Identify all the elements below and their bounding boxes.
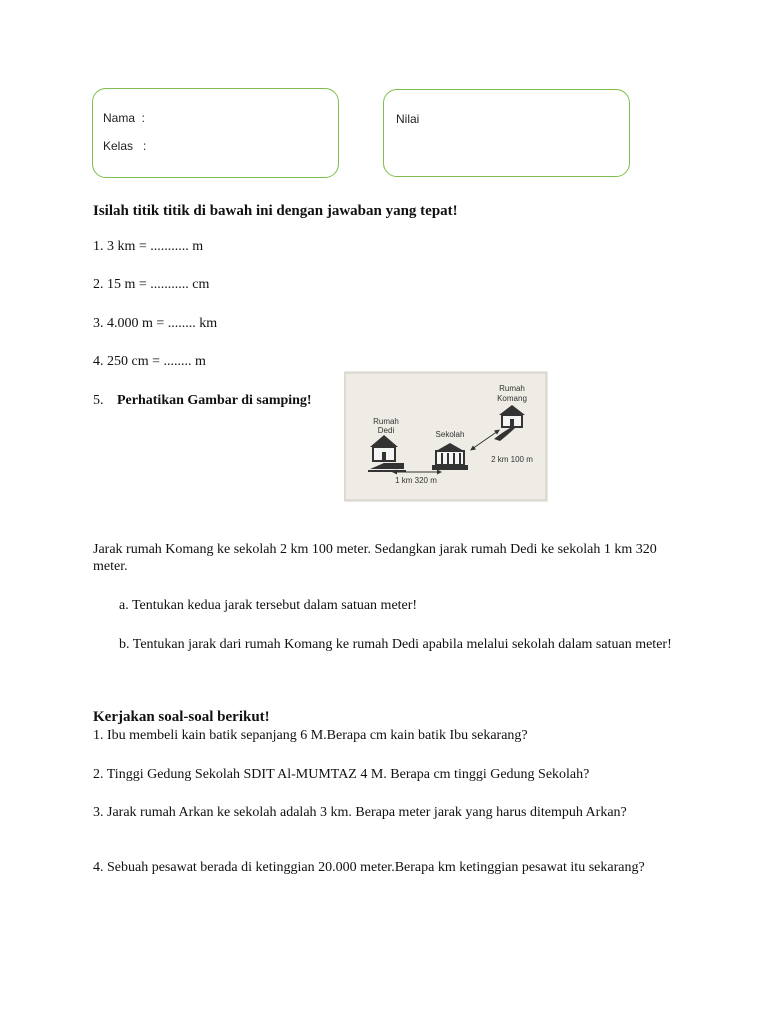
map-distance-dedi: 1 km 320 m xyxy=(395,476,437,485)
section2-question-3: 3. Jarak rumah Arkan ke sekolah adalah 3 km. Berapa meter jarak yang harus ditempuh Arkan? xyxy=(93,805,627,820)
question-2: 2. 15 m = ........... cm xyxy=(93,277,210,292)
map-distance-komang: 2 km 100 m xyxy=(491,455,533,464)
problem-part-a: a. Tentukan kedua jarak tersebut dalam satuan meter! xyxy=(119,598,418,613)
map-label-komang-1: Rumah xyxy=(499,384,525,393)
score-box xyxy=(383,89,630,177)
name-label: Nama : xyxy=(103,111,146,125)
question-3: 3. 4.000 m = ........ km xyxy=(93,316,218,331)
section2-question-4: 4. Sebuah pesawat berada di ketinggian 20.000 meter.Berapa km ketinggian pesawat itu sekarang? xyxy=(93,860,645,875)
section2-question-2: 2. Tinggi Gedung Sekolah SDIT Al-MUMTAZ 4 M. Berapa cm tinggi Gedung Sekolah? xyxy=(93,767,590,782)
problem-part-b: b. Tentukan jarak dari rumah Komang ke rumah Dedi apabila melalui sekolah dalam satuan meter! xyxy=(119,637,672,652)
question-5-label: Perhatikan Gambar di samping! xyxy=(117,393,312,408)
distance-map-image xyxy=(344,371,548,502)
map-label-school: Sekolah xyxy=(435,430,465,439)
section2-heading: Kerjakan soal-soal berikut! xyxy=(93,709,270,725)
class-label: Kelas : xyxy=(103,139,147,153)
map-label-dedi-2: Dedi xyxy=(377,426,395,435)
section1-heading: Isilah titik titik di bawah ini dengan jawaban yang tepat! xyxy=(93,203,458,219)
problem-intro: Jarak rumah Komang ke sekolah 2 km 100 meter. Sedangkan jarak rumah Dedi ke sekolah 1 km 320 meter. xyxy=(93,542,657,574)
identity-box xyxy=(92,88,339,178)
map-label-komang-2: Komang xyxy=(497,394,527,403)
question-5-number: 5. xyxy=(93,393,104,408)
map-label-dedi-1: Rumah xyxy=(373,417,399,426)
question-4: 4. 250 cm = ........ m xyxy=(93,354,206,369)
question-1: 1. 3 km = ........... m xyxy=(93,239,204,254)
score-label: Nilai xyxy=(396,112,420,126)
section2-question-1: 1. Ibu membeli kain batik sepanjang 6 M.Berapa cm kain batik Ibu sekarang? xyxy=(93,728,528,743)
